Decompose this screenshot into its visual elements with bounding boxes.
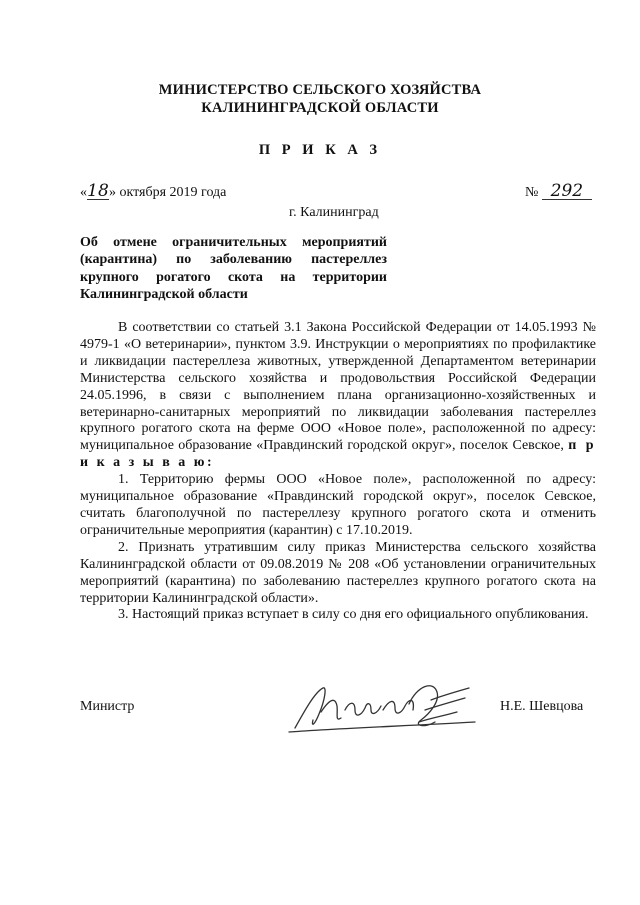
number-value-handwritten: 292 [542, 183, 592, 200]
city-line: г. Калининград [289, 205, 379, 220]
signatory-name: Н.Е. Шевцова [500, 699, 584, 714]
handwritten-signature [285, 670, 485, 740]
document-title: П Р И К А З [258, 142, 382, 158]
date-month-year: » октября 2019 года [109, 185, 227, 200]
order-number [525, 183, 592, 202]
order-item-3: 3. Настоящий приказ вступает в силу со дня его официального опубликования. [118, 607, 589, 623]
intro-paragraph [80, 320, 596, 472]
order-body [80, 320, 596, 624]
ministry-header [0, 81, 640, 117]
order-item-2: 2. Признать утратившим силу приказ Министерства сельского хозяйства Калининградской области от 09.08.2019 № 208 «Об установлении ограничительных мероприятий (карантина) по заболеванию пастереллез крупного рогатого скота на территории Калининградской области». [80, 539, 596, 606]
ministry-name-line1: МИНИСТЕРСТВО СЕЛЬСКОГО ХОЗЯЙСТВА [158, 82, 482, 98]
ministry-name-line2: КАЛИНИНГРАДСКОЙ ОБЛАСТИ [201, 100, 439, 116]
signatory-role: Министр [80, 699, 135, 714]
order-item-1: 1. Территорию фермы ООО «Новое поле», расположенной по адресу: муниципальное образование «Правдинский городской округ», поселок Севское, считать благополучной по пастереллезу крупного рогатого скота и отменить ограничительные мероприятия (карантин) с 17.10.2019. [80, 472, 596, 538]
orders-word: п р и к а з ы в а ю: [80, 438, 596, 471]
order-date [80, 183, 226, 202]
date-day-handwritten: 18 [87, 181, 109, 201]
number-prefix: № [525, 185, 539, 200]
date-open-quote: « [80, 185, 87, 200]
order-subject: Об отмене ограничительных мероприятий (карантина) по заболеванию пастереллез крупного рогатого скота на территории Калининградской области [80, 235, 387, 303]
intro-text: В соответствии со статьей 3.1 Закона Российской Федерации от 14.05.1993 № 4979-1 «О ветеринарии», пунктом 3.9. Инструкции о мероприятиях по профилактике и ликвидации пастереллеза животных, утвержденной Департаментом ветеринарии Министерства сельского хозяйства и продовольствия Российской Федерации 24.05.1996, в связи с выполнением плана организационно-хозяйственных и ветеринарно-санитарных мероприятий по ликвидации заболевания пастереллез крупного рогатого скота на ферме ООО «Новое поле», расположенной по адресу: муниципальное образование «Правдинский городской округ», поселок Севское, [80, 320, 596, 454]
